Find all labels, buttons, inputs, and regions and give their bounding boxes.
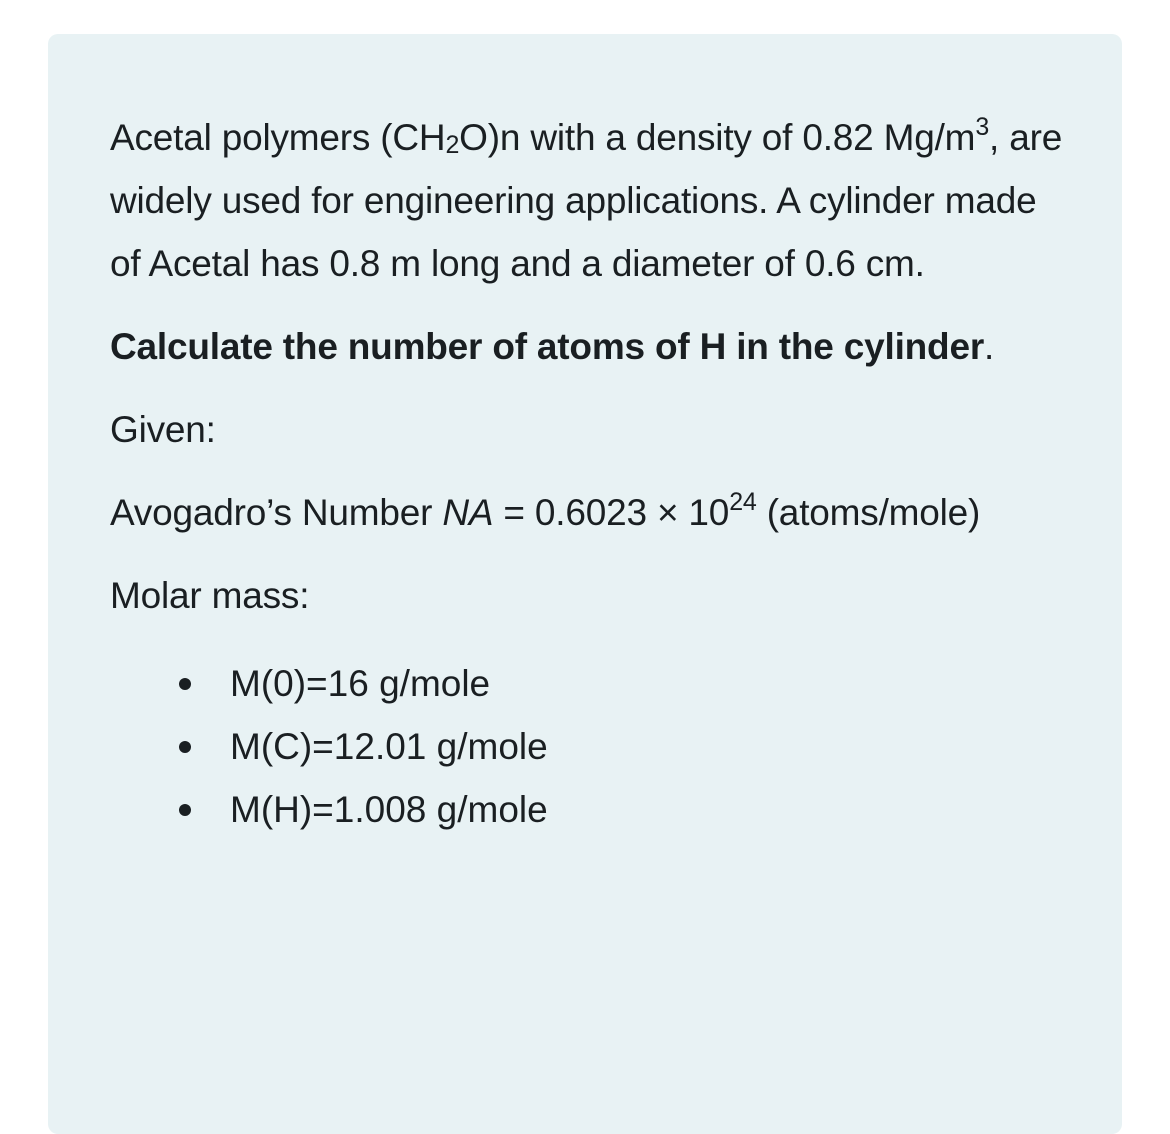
bullet-icon — [179, 741, 191, 753]
avogadro-paragraph — [110, 481, 1082, 544]
molar-mass-oxygen: M(0)=16 g/mole — [230, 663, 491, 704]
intro-text-3: , are widely used for engineering applications. A cylinder made of Acetal has 0.8 m long and a diameter of 0.6 cm. — [110, 117, 1063, 284]
intro-paragraph — [110, 106, 1070, 295]
question-paragraph — [110, 315, 1030, 378]
bullet-icon — [179, 678, 191, 690]
list-item — [170, 652, 1082, 715]
intro-text-2: O)n with a density of 0.82 Mg/m — [459, 117, 976, 158]
question-text: Calculate the number of atoms of H in the cylinder — [110, 326, 985, 367]
given-label: Given: — [110, 409, 216, 450]
molar-mass-list — [110, 652, 1082, 841]
avogadro-text-3: (atoms/mole) — [756, 492, 981, 533]
list-item — [170, 778, 1082, 841]
question-period: . — [984, 326, 995, 367]
list-item — [170, 715, 1082, 778]
avogadro-symbol: NA — [442, 492, 494, 533]
superscript-3: 3 — [975, 113, 990, 141]
intro-text-1: Acetal polymers (CH — [110, 117, 446, 158]
avogadro-text-2: = 0.6023 × 10 — [493, 492, 730, 533]
avogadro-exponent: 24 — [729, 488, 757, 516]
molar-mass-label: Molar mass: — [110, 575, 310, 616]
bullet-icon — [179, 804, 191, 816]
avogadro-text-1: Avogadro’s Number — [110, 492, 443, 533]
subscript-2: 2 — [445, 131, 460, 159]
problem-card — [48, 34, 1122, 1134]
molar-mass-carbon: M(C)=12.01 g/mole — [230, 726, 548, 767]
molar-mass-hydrogen: M(H)=1.008 g/mole — [230, 789, 548, 830]
